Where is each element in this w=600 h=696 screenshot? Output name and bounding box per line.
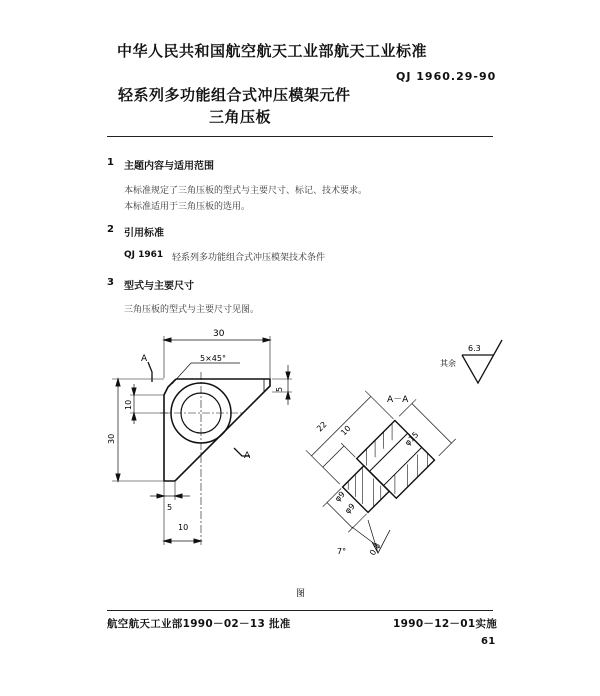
hole-inner-circle	[181, 393, 221, 433]
chamfer-leader	[172, 363, 191, 384]
dim-text-left-small: 10	[124, 399, 133, 410]
dim-text-top: 30	[213, 329, 225, 339]
document-title: 轻系列多功能组合式冲压模架元件	[118, 86, 351, 104]
section-1-title: 主题内容与适用范围	[124, 161, 214, 172]
section-3-title: 型式与主要尺寸	[124, 281, 194, 292]
section-3-paragraph: 三角压板的型式与主要尺寸见图。	[124, 305, 260, 315]
section-3-number: 3	[107, 277, 114, 288]
figure-caption: 图	[296, 589, 306, 599]
dim-text-left-large: 30	[107, 433, 116, 444]
section-view-a-a	[286, 370, 456, 540]
roughness-note-prefix: 其余	[440, 359, 456, 368]
section-2-title: 引用标准	[124, 228, 164, 239]
section-dim-phi9-2: φ9	[343, 501, 357, 516]
section-dim-22: 22	[315, 419, 329, 434]
standard-code: QJ 1960.29-90	[396, 70, 497, 83]
section-dim-phi9: φ9	[333, 489, 347, 504]
section-2-number: 2	[107, 224, 114, 235]
section-1-paragraph: 本标准适用于三角压板的选用。	[124, 202, 251, 212]
section-angle: 7°	[337, 547, 347, 556]
dim-text-bottom: 10	[178, 523, 189, 532]
dim-text-right: 5	[275, 386, 284, 392]
section-view-title: A－A	[387, 395, 409, 405]
reference-title: 轻系列多功能组合式冲压模架技术条件	[172, 253, 326, 263]
section-dim-phi15: φ15	[403, 430, 421, 448]
page-number: 61	[481, 636, 496, 647]
reference-code: QJ 1961	[124, 250, 164, 260]
section-label-bottom: A	[244, 451, 251, 461]
dim-text-bottom-small: 5	[167, 503, 173, 512]
roughness-note-value: 6.3	[468, 344, 481, 353]
footer-approved: 航空航天工业部1990－02－13 批准	[107, 618, 291, 630]
dim-text-chamfer: 5×45°	[200, 354, 226, 363]
section-1-number: 1	[107, 157, 114, 168]
section-roughness: 0.8	[367, 541, 383, 557]
document-subtitle: 三角压板	[209, 108, 272, 126]
plate-outline	[164, 379, 270, 481]
footer-effective: 1990－12－01实施	[393, 618, 498, 630]
section-label-top: A	[141, 354, 148, 364]
footer-divider	[107, 610, 493, 611]
section-1-paragraph: 本标准规定了三角压板的型式与主要尺寸、标记、技术要求。	[124, 186, 368, 196]
section-dim-10: 10	[339, 423, 353, 438]
standard-title: 中华人民共和国航空航天工业部航天工业标准	[117, 42, 428, 60]
